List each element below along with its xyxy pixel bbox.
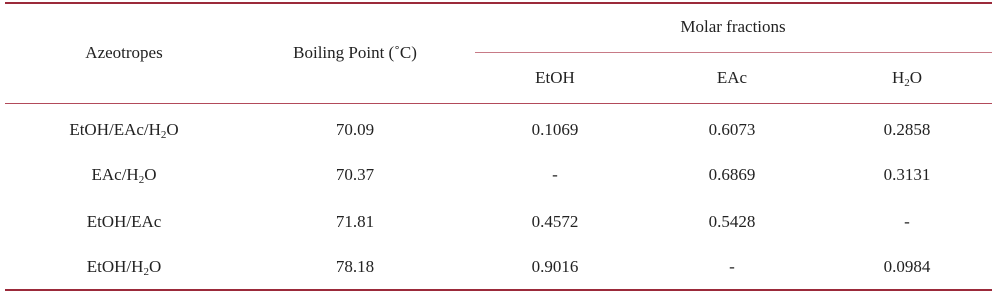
row-3-etoh: 0.4572 xyxy=(531,212,579,231)
table-top-rule xyxy=(5,2,992,4)
row-1-azeotrope-sub: 2 xyxy=(160,129,167,141)
row-2-azeotrope-a: EAc/H xyxy=(91,165,139,184)
header-etoh: EtOH xyxy=(535,68,575,87)
molar-fractions-underline xyxy=(475,52,992,53)
table-bottom-rule xyxy=(5,289,992,291)
row-2-azeotrope-sub: 2 xyxy=(138,174,145,186)
row-2-boiling-point: 70.37 xyxy=(335,165,375,184)
row-1-boiling-point: 70.09 xyxy=(335,120,375,139)
row-1-azeotrope xyxy=(69,120,178,140)
header-h2o-base: H xyxy=(891,68,905,87)
row-2-etoh: - xyxy=(552,165,558,184)
table-header-rule xyxy=(5,103,992,104)
row-1-etoh: 0.1069 xyxy=(531,120,579,139)
header-azeotropes: Azeotropes xyxy=(85,43,163,62)
row-2-h2o: 0.3131 xyxy=(883,165,931,184)
header-h2o-tail: O xyxy=(909,68,923,87)
row-1-azeotrope-b: O xyxy=(166,120,179,139)
row-4-azeotrope-b: O xyxy=(148,257,162,276)
header-h2o xyxy=(892,68,922,88)
header-boiling-point: Boiling Point (˚C) xyxy=(293,43,417,62)
row-3-azeotrope xyxy=(87,212,162,232)
row-4-azeotrope-a: EtOH/H xyxy=(86,257,144,276)
row-4-boiling-point: 78.18 xyxy=(335,257,375,276)
row-1-azeotrope-a: EtOH/EAc/H xyxy=(69,120,161,139)
row-4-azeotrope-sub: 2 xyxy=(143,266,149,278)
row-3-eac: 0.5428 xyxy=(708,212,756,231)
row-3-h2o: - xyxy=(904,212,910,231)
header-molar-fractions: Molar fractions xyxy=(680,17,786,36)
row-4-etoh: 0.9016 xyxy=(531,257,579,276)
row-1-eac: 0.6073 xyxy=(708,120,756,139)
row-2-eac: 0.6869 xyxy=(708,165,756,184)
row-2-azeotrope-b: O xyxy=(144,165,157,184)
row-4-azeotrope xyxy=(87,257,161,277)
row-4-h2o: 0.0984 xyxy=(883,257,931,276)
row-4-eac: - xyxy=(729,257,735,276)
row-3-boiling-point: 71.81 xyxy=(335,212,375,231)
row-1-h2o: 0.2858 xyxy=(883,120,931,139)
row-2-azeotrope xyxy=(92,165,157,185)
header-eac: EAc xyxy=(716,68,748,87)
row-3-azeotrope-a: EtOH/EAc xyxy=(86,212,162,231)
header-h2o-sub: 2 xyxy=(904,77,910,89)
